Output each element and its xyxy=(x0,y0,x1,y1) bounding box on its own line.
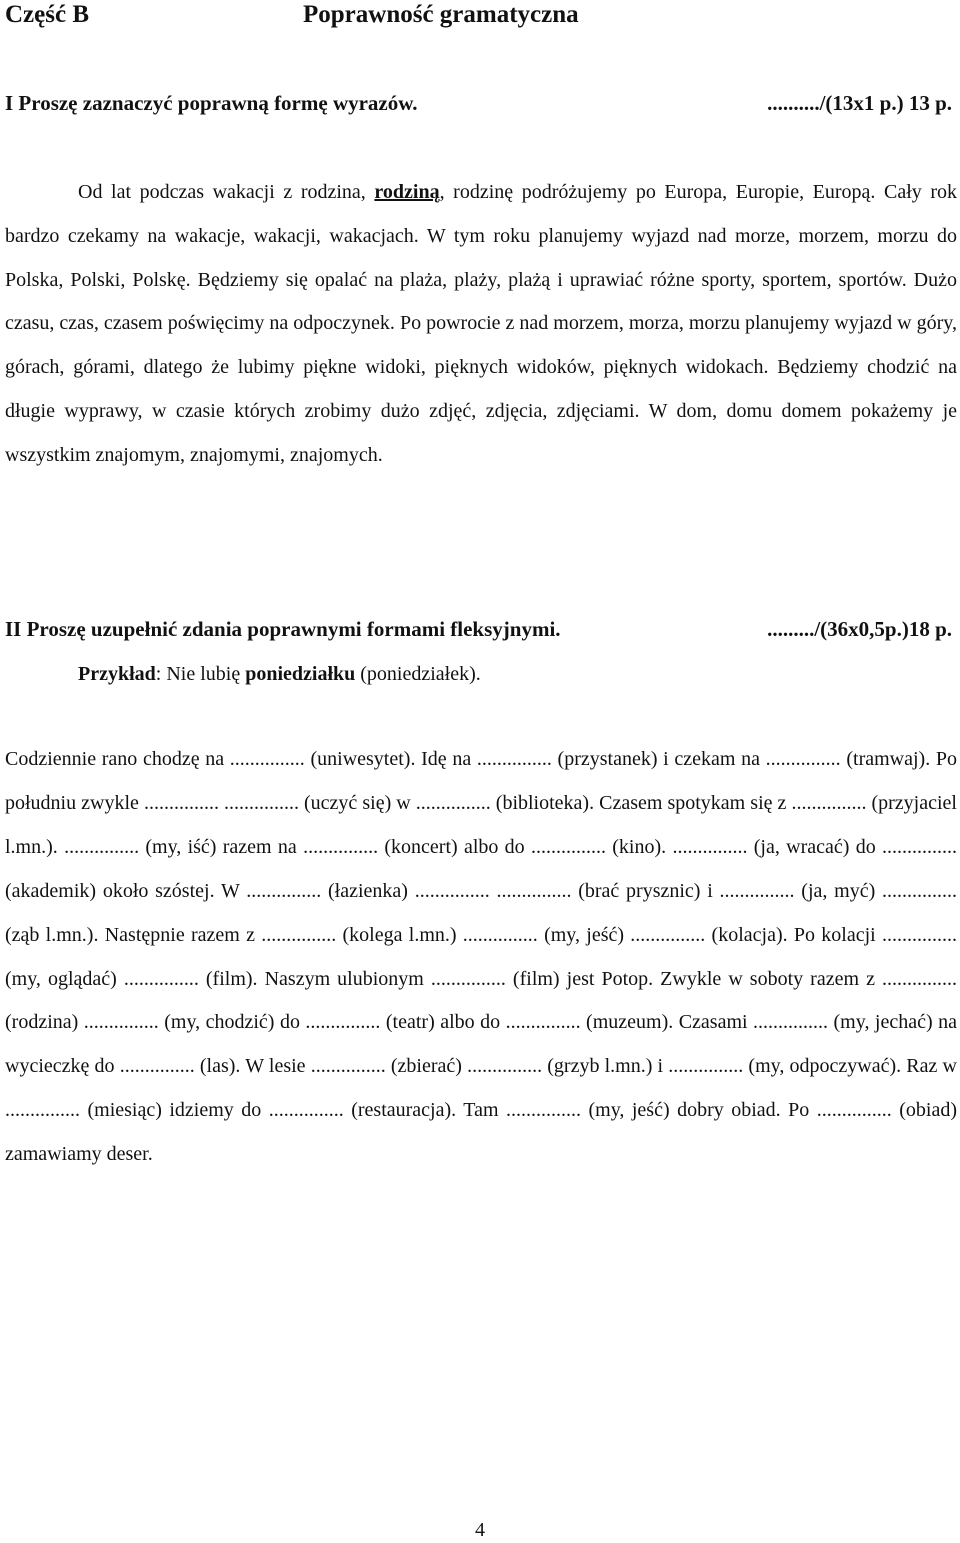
section1-heading xyxy=(5,90,955,116)
section2-text: Codziennie rano chodzę na ............... (uniwesytet). Idę na ............... (przystanek) i czekam na ............... (tramwaj). Po południu zwykle ............... ............... (uczyć się) w ............... (biblioteka). Czasem spotykam się z ............... (przyjaciel l.mn.). ............... (my, iść) razem na ............... (koncert) albo do ............... (kino). ............... (ja, wracać) do ............... (akademik) około szóstej. W ............... (łazienka) ............... ............... (brać prysznic) i ............... (ja, myć) ............... (ząb l.mn.). Następnie razem z ............... (kolega l.mn.) ............... (my, jeść) ............... (kolacja). Po kolacji ............... (my, oglądać) ............... (film). Naszym ulubionym ............... (film) jest Potop. Zwykle w soboty razem z ............... (rodzina) ............... (my, chodzić) do ............... (teatr) albo do ............... (muzeum). Czasami ............... (my, jechać) na wycieczkę do ............... (las). W lesie ............... (zbierać) ............... (grzyb l.mn.) i ............... (my, odpoczywać). Raz w ............... (miesiąc) idziemy do ............... (restauracja). Tam ............... (my, jeść) dobry obiad. Po ............... (obiad) zamawiamy deser. xyxy=(5,748,957,1166)
page-title: Poprawność gramatyczna xyxy=(303,1,579,28)
section1-instruction: I Proszę zaznaczyć poprawną formę wyrazów. xyxy=(5,91,418,115)
section2-paragraph xyxy=(5,738,957,1177)
section1-text-start: Od lat podczas wakacji z rodzina, xyxy=(78,181,375,203)
page-header xyxy=(5,0,955,34)
section1-points: ........../(13x1 p.) 13 p. xyxy=(767,91,952,115)
section1-correct-answer: rodziną xyxy=(374,181,440,203)
section2-instruction: II Proszę uzupełnić zdania poprawnymi formami fleksyjnymi. xyxy=(5,617,561,641)
example-answer: poniedziałku xyxy=(245,663,356,685)
section2-points: ........./(36x0,5p.)18 p. xyxy=(767,617,952,641)
section2-heading xyxy=(5,616,955,642)
page-number: 4 xyxy=(475,1519,485,1541)
section1-text-rest: , rodzinę podróżujemy po Europa, Europie, Europą. Cały rok bardzo czekamy na wakacje, wakacji, wakacjach. W tym roku planujemy wyjazd nad morze, morzem, morzu do Polska, Polski, Polskę. Będziemy się opalać na plaża, plaży, plażą i uprawiać różne sporty, sportem, sportów. Dużo czasu, czas, czasem poświęcimy na odpoczynek. Po powrocie z nad morzem, morza, morzu planujemy wyjazd w góry, górach, górami, dlatego że lubimy piękne widoki, pięknych widoków, pięknych widokach. Będziemy chodzić na długie wyprawy, w czasie których zrobimy dużo zdjęć, zdjęcia, zdjęciami. W dom, domu domem pokażemy je wszystkim znajomym, znajomymi, znajomych. xyxy=(5,181,958,466)
section1-paragraph xyxy=(5,171,957,478)
part-label: Część B xyxy=(5,1,89,28)
example-label: Przykład xyxy=(78,663,156,685)
example-prefix: : Nie lubię xyxy=(155,663,246,685)
example-suffix: (poniedziałek). xyxy=(355,663,481,685)
section2-example xyxy=(78,661,481,687)
